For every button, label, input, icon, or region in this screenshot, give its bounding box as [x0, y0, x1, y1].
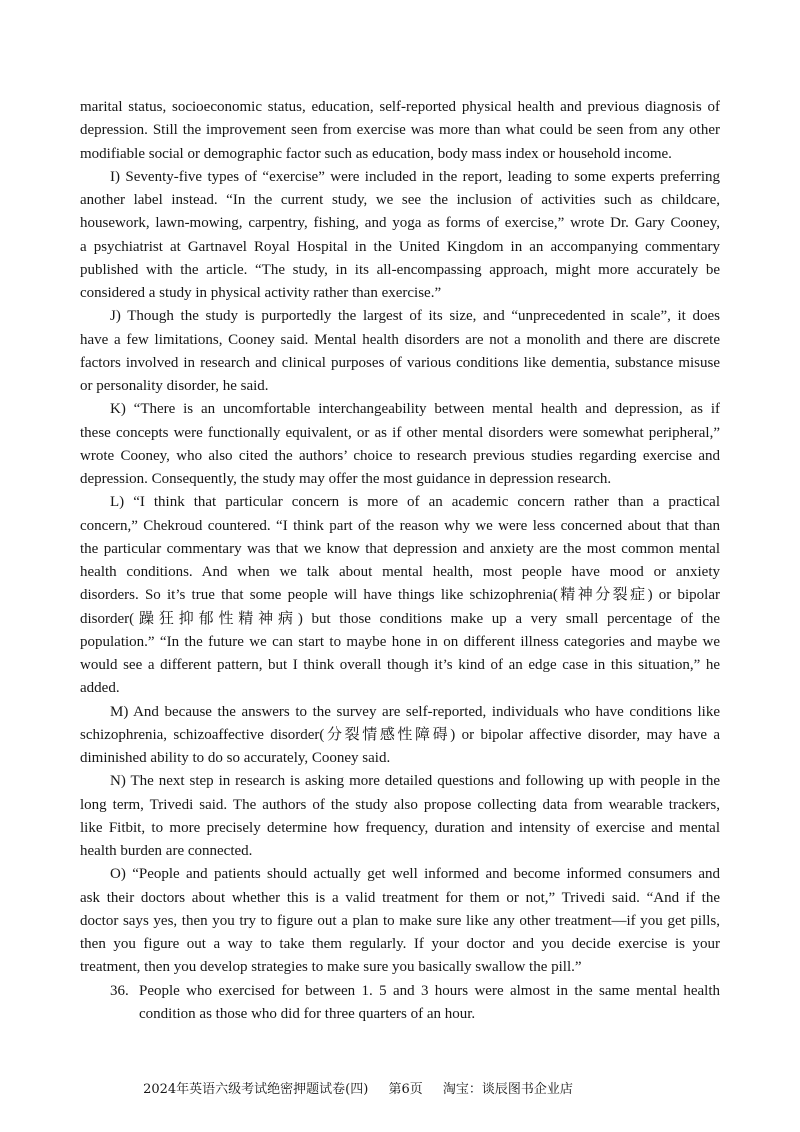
text-line: health conditions. And when we talk about mental health, most people have mood or anxiety [80, 564, 720, 580]
paragraph-continuation [80, 96, 720, 166]
paragraph-I [80, 166, 720, 306]
text-line: the particular commentary was that we know that depression and anxiety are the most common mental [80, 540, 720, 557]
paragraph-label: M) [110, 703, 129, 720]
paragraph-label: K) [110, 401, 126, 418]
text-line: diminished ability to do so accurately, Cooney said. [80, 750, 391, 766]
question-36 [110, 980, 720, 1027]
text-line [80, 863, 720, 886]
footer-shop-name: 淘宝：谈辰图书企业店 [442, 1082, 573, 1097]
question-line [110, 980, 720, 1003]
line-text: And because the answers to the survey are self-reported, individuals who have conditions like [133, 703, 720, 720]
paragraph-label: O) [110, 866, 126, 883]
line-text: “People and patients should actually get well informed and become informed consumers and [132, 866, 720, 883]
text-line: marital status, socioeconomic status, education, self-reported physical health and previous diagnosis of [80, 99, 720, 115]
text-line: doctor says yes, then you try to figure out a plan to make sure like any other treatment—if you get pills, [80, 912, 720, 929]
paragraph-label: N) [110, 773, 126, 790]
paragraph-label: I) [110, 168, 120, 185]
footer-exam-title: 2024年英语六级考试绝密押题试卷(四) [143, 1082, 369, 1097]
text-line: disorders. So it’s true that some people will have things like schizophrenia(精神分裂症) or bipolar [80, 587, 720, 604]
text-line: modifiable social or demographic factor such as education, body mass index or household income. [80, 145, 672, 162]
text-line: a psychiatrist at Gartnavel Royal Hospital in the United Kingdom in an accompanying commentary [80, 238, 720, 255]
text-line: published with the article. “The study, in its all-encompassing approach, might more accurately be [80, 261, 720, 278]
paragraph-J [80, 305, 720, 398]
text-line [80, 701, 720, 724]
page-footer [0, 1081, 716, 1099]
paragraph-L [80, 491, 720, 700]
text-line: depression. Still the improvement seen from exercise was more than what could be seen from any other [80, 122, 720, 139]
text-line [80, 770, 720, 793]
text-line: have a few limitations, Cooney said. Mental health disorders are not a monolith and there are discrete [80, 331, 720, 348]
paragraph-N [80, 770, 720, 863]
paragraph-label: L) [110, 494, 125, 511]
text-line: population.” “In the future we can start to maybe hone in on different illness categories and maybe we [80, 633, 720, 650]
text-line: health burden are connected. [80, 843, 253, 859]
text-line: would see a different pattern, but I think overall though it’s kind of an edge case in this situation,” he [80, 657, 720, 673]
text-line: depression. Consequently, the study may offer the most guidance in depression research. [80, 471, 612, 487]
paragraph-M [80, 701, 720, 771]
text-line: wrote Cooney, who also cited the authors’ choice to research previous studies regarding exercise and [80, 447, 720, 464]
text-line: housework, lawn-mowing, carpentry, fishing, and yoga as forms of exercise,” wrote Dr. Gary Cooney, [80, 215, 720, 232]
text-line: long term, Trivedi said. The authors of the study also propose collecting data from wearable trackers, [80, 796, 720, 813]
line-text: “There is an uncomfortable interchangeability between mental health and depression, as if [133, 401, 721, 418]
paragraph-K [80, 398, 720, 491]
document-page-body [80, 96, 720, 1026]
text-line: considered a study in physical activity rather than exercise.” [80, 285, 442, 301]
text-line: then you figure out a way to take them regularly. If your doctor and you decide exercise is your [80, 936, 720, 952]
text-line: disorder(躁狂抑郁性精神病) but those conditions make up a very small percentage of the [80, 610, 720, 627]
question-text: People who exercised for between 1. 5 and 3 hours were almost in the same mental health [139, 982, 720, 999]
text-line: like Fitbit, to more precisely determine how frequency, duration and intensity of exercise and mental [80, 819, 720, 836]
footer-page-number: 第6页 [388, 1082, 423, 1097]
text-line [80, 398, 720, 421]
text-line [80, 305, 720, 328]
text-line: another label instead. “In the current study, we see the inclusion of activities such as childcare, [80, 192, 720, 208]
text-line: concern,” Chekroud countered. “I think part of the reason why we were less concerned about that than [80, 517, 720, 534]
line-text: Though the study is purportedly the largest of its size, and “unprecedented in scale”, it does [127, 308, 720, 325]
line-text: “I think that particular concern is more of an academic concern rather than a practical [133, 494, 721, 511]
text-line: treatment, then you develop strategies to make sure you basically swallow the pill.” [80, 959, 582, 976]
text-line: ask their doctors about whether this is a valid treatment for them or not,” Trivedi said. “And if the [80, 889, 720, 906]
text-line: these concepts were functionally equivalent, or as if other mental disorders were somewhat peripheral,” [80, 424, 720, 441]
text-line [80, 166, 720, 189]
text-line: added. [80, 680, 120, 697]
paragraph-label: J) [110, 308, 121, 325]
line-text: The next step in research is asking more detailed questions and following up with people in the [130, 773, 720, 790]
line-text: Seventy-five types of “exercise” were included in the report, leading to some experts preferring [125, 168, 720, 185]
text-line: schizophrenia, schizoaffective disorder(分裂情感性障碍) or bipolar affective disorder, may have a [80, 726, 720, 743]
text-line: factors involved in research and clinical purposes of various conditions like dementia, substance misuse [80, 354, 720, 371]
text-line [80, 491, 720, 514]
question-line: condition as those who did for three quarters of an hour. [139, 1005, 476, 1022]
paragraph-O [80, 863, 720, 979]
question-number: 36. [110, 982, 129, 999]
text-line: or personality disorder, he said. [80, 378, 269, 394]
